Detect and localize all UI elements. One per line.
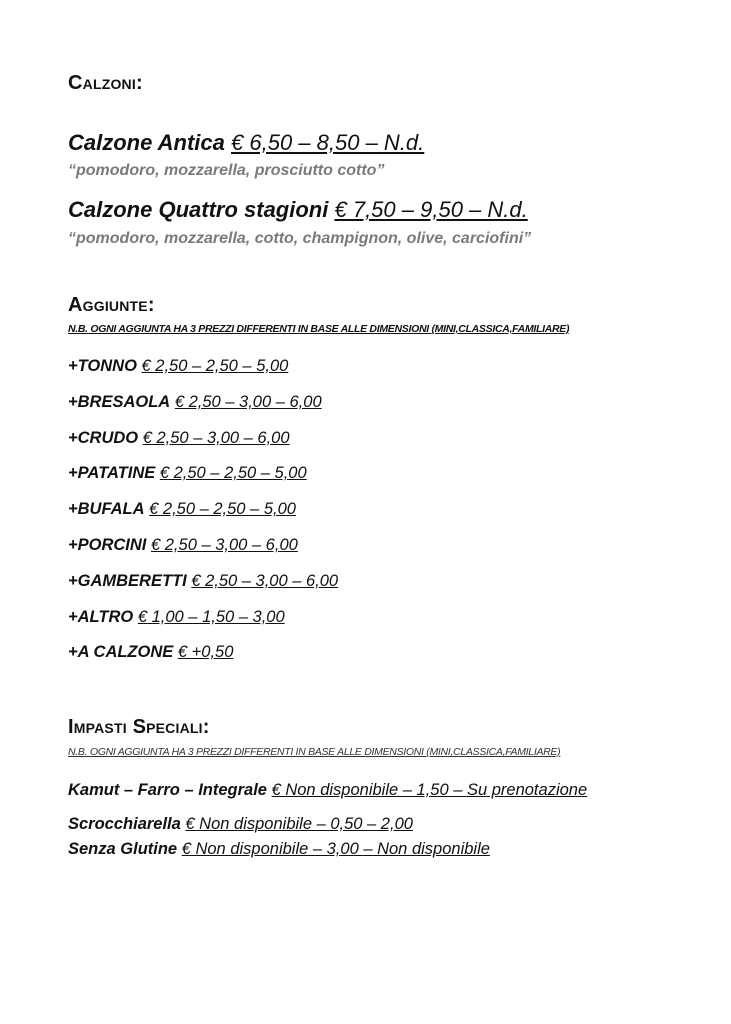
impasti-note: N.B. OGNI AGGIUNTA HA 3 PREZZI DIFFERENTI IN BASE ALLE DIMENSIONI (MINI,CLASSICA,FAMILIARE) xyxy=(68,746,561,758)
item-description: “pomodoro, mozzarella, cotto, champignon, olive, carciofini” xyxy=(68,230,532,247)
item-name: Calzone Quattro stagioni xyxy=(68,197,329,222)
aggiunta-item xyxy=(68,429,290,448)
aggiunta-item xyxy=(68,536,298,555)
item-price: € 7,50 – 9,50 – N.d. xyxy=(334,197,528,222)
item-name: +BRESAOLA xyxy=(68,392,171,411)
menu-item xyxy=(68,197,528,223)
item-name: Senza Glutine xyxy=(68,840,178,858)
item-price: € 6,50 – 8,50 – N.d. xyxy=(231,130,425,155)
item-name: +CRUDO xyxy=(68,428,139,447)
item-name: +PORCINI xyxy=(68,536,147,554)
calzoni-heading: Calzoni: xyxy=(68,72,143,94)
aggiunta-item xyxy=(68,643,233,662)
item-price: € 2,50 – 3,00 – 6,00 xyxy=(191,571,339,590)
menu-item xyxy=(68,815,413,834)
item-price: € 2,50 – 2,50 – 5,00 xyxy=(149,500,296,519)
item-price: € 2,50 – 2,50 – 5,00 xyxy=(141,357,289,375)
item-price: € 2,50 – 2,50 – 5,00 xyxy=(159,464,307,483)
item-name: Scrocchiarella xyxy=(68,815,181,833)
item-name: +GAMBERETTI xyxy=(68,571,187,590)
item-price: € 2,50 – 3,00 – 6,00 xyxy=(142,428,290,447)
item-price: € 2,50 – 3,00 – 6,00 xyxy=(174,392,322,411)
item-price: € Non disponibile – 0,50 – 2,00 xyxy=(185,815,413,833)
item-name: Kamut – Farro – Integrale xyxy=(68,781,267,799)
aggiunta-item xyxy=(68,572,338,591)
aggiunte-heading: Aggiunte: xyxy=(68,294,155,316)
menu-item xyxy=(68,130,424,156)
aggiunta-item xyxy=(68,357,288,376)
item-price: € Non disponibile – 1,50 – Su prenotazione xyxy=(271,781,588,799)
aggiunta-item xyxy=(68,393,322,412)
item-price: € 1,00 – 1,50 – 3,00 xyxy=(137,607,285,626)
impasti-heading: Impasti Speciali: xyxy=(68,716,210,738)
menu-item xyxy=(68,781,587,800)
aggiunta-item xyxy=(68,500,296,519)
item-name: +TONNO xyxy=(68,357,137,375)
aggiunte-note: N.B. OGNI AGGIUNTA HA 3 PREZZI DIFFERENTI IN BASE ALLE DIMENSIONI (MINI,CLASSICA,FAMILIARE) xyxy=(68,323,570,335)
item-description: “pomodoro, mozzarella, prosciutto cotto” xyxy=(68,162,385,179)
item-name: +PATATINE xyxy=(68,464,156,483)
aggiunta-item xyxy=(68,608,285,627)
item-name: Calzone Antica xyxy=(68,130,225,155)
item-name: +ALTRO xyxy=(68,607,134,626)
item-name: +BUFALA xyxy=(68,500,145,519)
item-price: € 2,50 – 3,00 – 6,00 xyxy=(151,536,298,554)
item-price: € +0,50 xyxy=(177,643,234,662)
item-price: € Non disponibile – 3,00 – Non disponibile xyxy=(181,840,490,858)
item-name: +A CALZONE xyxy=(68,643,174,662)
menu-item xyxy=(68,840,490,859)
aggiunta-item xyxy=(68,464,307,483)
